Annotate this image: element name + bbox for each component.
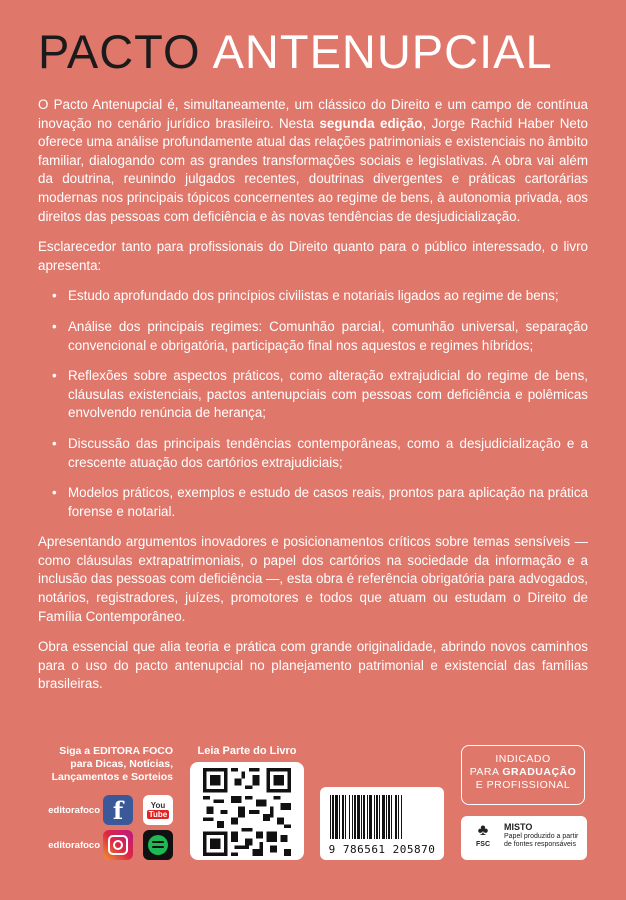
list-item: • Discussão das principais tendências contemporâneas, como a desjudicialização e a crescente atuação dos cartórios extrajudiciais; (68, 435, 588, 472)
intro-bold: segunda edição (319, 115, 423, 131)
barcode-bar (345, 795, 346, 839)
qr-code[interactable] (190, 762, 304, 860)
intro-paragraph (38, 96, 588, 226)
social-row-2 (38, 830, 178, 864)
barcode-bar (354, 795, 356, 839)
follow-line-2: para Dicas, Notícias, (70, 758, 173, 770)
youtube-icon[interactable] (143, 795, 173, 825)
social-handle: editorafoco (48, 840, 100, 851)
indicado-line-1: INDICADO (495, 753, 551, 765)
indicado-line-2 (462, 766, 584, 779)
feature-list (38, 287, 588, 521)
paragraph-4: Obra essencial que alia teoria e prática com grande originalidade, abrindo novos caminhos para o uso do pacto antenupcial no planejamento patrimonial e existencial das famílias brasileiras. (38, 639, 588, 692)
instagram-icon[interactable] (103, 830, 133, 860)
barcode-bar (374, 795, 375, 839)
indicado-badge (461, 745, 585, 805)
barcode-bar (388, 795, 390, 839)
lead-paragraph: Esclarecedor tanto para profissionais do Direito quanto para o público interessado, o livro apresenta: (38, 239, 588, 273)
follow-callout (38, 745, 173, 784)
barcode-bar (376, 795, 378, 839)
barcode-bar (369, 795, 372, 839)
barcode-bar (398, 795, 399, 839)
qr-label: Leia Parte do Livro (197, 745, 297, 757)
barcode-bar (395, 795, 397, 839)
spotify-icon[interactable] (143, 830, 173, 860)
fsc-text (504, 822, 584, 849)
barcode-bars (330, 795, 434, 839)
indicado-line-3: E PROFISSIONAL (475, 779, 571, 791)
list-item: • Estudo aprofundado dos princípios civilistas e notariais ligados ao regime de bens; (68, 287, 588, 306)
facebook-icon[interactable] (103, 795, 133, 825)
follow-line-1: Siga a EDITORA FOCO (59, 745, 173, 757)
youtube-tube: Tube (148, 810, 168, 819)
fsc-label (461, 816, 587, 860)
barcode-bar (342, 795, 344, 839)
follow-line-3: Lançamentos e Sorteios (51, 771, 173, 783)
paragraph-3: Apresentando argumentos inovadores e posicionamentos críticos sobre temas sensíveis — como cláusulas extrapatrimoniais, o papel dos cartórios na sociedade da informação e a inclusão das pessoas com deficiência —, esta obra é referência obrigatória para advogados, notários, registradores, juízes, promotores e todos que atuam ou estudam o Direito de Família Contemporâneo. (38, 534, 588, 624)
barcode-bar (363, 795, 365, 839)
barcode-bar (386, 795, 387, 839)
social-row-1 (38, 795, 178, 829)
title-part-2: ANTENUPCIAL (212, 25, 553, 78)
list-item: • Análise dos principais regimes: Comunhão parcial, comunhão universal, separação convencional e obrigatória, participação final nos aquestos e regimes híbridos; (68, 318, 588, 355)
barcode-bar (367, 795, 368, 839)
barcode-bar (352, 795, 353, 839)
book-title (38, 25, 553, 78)
barcode-bar (332, 795, 334, 839)
barcode-bar (401, 795, 402, 839)
fsc-tree-icon: ♣ FSC (469, 821, 497, 855)
barcode (320, 787, 444, 860)
facebook-glyph: f (112, 795, 124, 825)
barcode-bar (357, 795, 360, 839)
list-item: • Reflexões sobre aspectos práticos, como alteração extrajudicial do regime de bens, cláusulas existenciais, pactos antenupciais com pessoas com deficiência e polêmicas envolvendo renúncia de herança; (68, 367, 588, 423)
barcode-bar (330, 795, 331, 839)
barcode-bar (339, 795, 340, 839)
barcode-bar (349, 795, 350, 839)
indicado-bold: GRADUAÇÃO (502, 766, 577, 778)
intro-after: , Jorge Rachid Haber Neto oferece uma análise profundamente atual das relações patrimoniais e existenciais no âmbito familiar, dialogando com as grandes transformações sociais e legislativas. A obra vai além da doutrina, reunindo julgados recentes, doutrinas divergentes e práticas cartorárias modernas nos principais tópicos concernentes ao regime de bens, à autonomia privada, aos direitos das pessoas com deficiência e às novas tendências de desjudicialização. (38, 115, 588, 224)
barcode-bar (382, 795, 385, 839)
intro-before: O Pacto Antenupcial é, simultaneamente, um clássico do Direito e um campo de contínua inovação no cenário jurídico brasileiro. Nesta (38, 97, 588, 131)
barcode-bar (391, 795, 392, 839)
youtube-you: You (150, 801, 166, 810)
barcode-bar (379, 795, 380, 839)
social-handle: editorafoco (48, 805, 100, 816)
list-item: • Modelos práticos, exemplos e estudo de casos reais, prontos para aplicação na prática forense e notarial. (68, 484, 588, 521)
barcode-bar (335, 795, 338, 839)
barcode-bar (361, 795, 362, 839)
isbn-number: 9 786561 205870 (328, 843, 436, 856)
fsc-desc: Papel produzido a partir de fontes responsáveis (504, 833, 579, 848)
back-cover-text (38, 96, 588, 706)
fsc-logo-text: FSC (476, 841, 490, 848)
fsc-misto: MISTO (504, 822, 533, 832)
indicado-prefix: PARA (469, 766, 503, 778)
title-part-1: PACTO (38, 25, 201, 78)
